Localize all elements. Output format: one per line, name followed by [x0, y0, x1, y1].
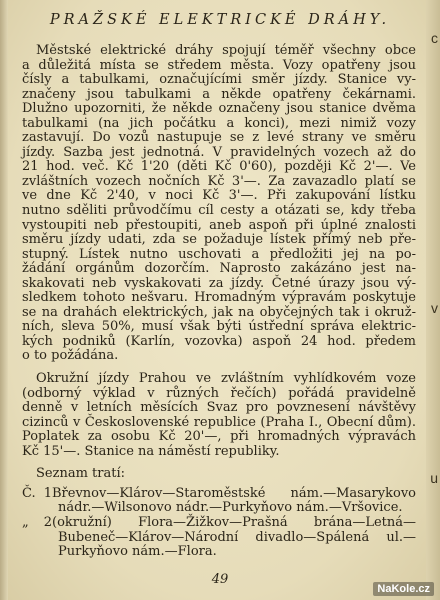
page-edge: [426, 0, 440, 600]
route-stops: nádr.—Wilsonovo nádr.—Purkyňovo nám.—Vršovice.: [58, 500, 403, 516]
text-line: se na drahách elektrických, jak na obyčejných tak i okruž-: [22, 304, 416, 320]
route-number: „ 2: [22, 514, 52, 530]
text-line: čísly a tabulkami, označujícími směr jízdy. Stanice vy-: [22, 72, 416, 88]
text-line: o to požádána.: [22, 348, 119, 364]
watermark-logo: NaKole.cz: [373, 582, 434, 596]
text-line: Poplatek za osobu Kč 20'—, při hromadných výpravách: [22, 429, 416, 445]
text-line: Městské elektrické dráhy spojují téměř všechny obce: [36, 43, 416, 58]
text-line: Okružní jízdy Prahou ve zvláštním vyhlídkovém voze: [36, 371, 416, 387]
page-title: PRAŽSKÉ ELEKTRICKÉ DRÁHY.: [49, 12, 391, 28]
paragraph-trams: [22, 44, 416, 364]
text-line: 21 hod. več. Kč 1'20 (děti Kč 0'60), později Kč 2'—. Ve: [22, 159, 416, 175]
page-body: [22, 44, 416, 560]
text-line: skakovati neb vyskakovati za jízdy. Četné úrazy jsou vý-: [22, 275, 416, 291]
route-stops: Bubeneč—Klárov—Národní divadlo—Spálená ul.—: [58, 529, 416, 545]
route-item: [22, 487, 416, 516]
text-line: vystoupiti neb přestoupiti, aneb aspoň při úplné znalosti: [22, 217, 416, 233]
page-number: 49: [211, 572, 229, 587]
route-list: [22, 487, 416, 560]
text-line: kých podniků (Karlín, vozovka) aspoň 24 hod. předem: [22, 333, 416, 349]
text-line: směru jízdy udati, zda se požaduje lístek přímý neb pře-: [22, 232, 416, 248]
text-line: tabulkami (na jich počátku a konci), mezi nimiž vozy: [22, 115, 416, 131]
text-line: stupný. Lístek nutno uschovati a předložiti jej na po-: [22, 246, 416, 262]
book-spine: [0, 0, 8, 600]
text-line: Kč 15'—. Stanice na náměstí republiky.: [22, 443, 280, 459]
text-line: denně v letních měsících Svaz pro povznesení návštěvy: [22, 400, 416, 416]
text-line: značeny jsou tabulkami a někde opatřeny čekárnami.: [22, 86, 416, 102]
route-stops: (okružní) Flora—Žižkov—Prašná brána—Letná—: [52, 514, 416, 530]
text-line: (odborný výklad v různých řečích) pořádá pravidelně: [22, 385, 416, 401]
text-line: ve dne Kč 2'40, v noci Kč 3'—. Při zakupování lístku: [22, 188, 416, 204]
text-line: zastavují. Do vozů nastupuje se z levé strany ve směru: [22, 130, 416, 146]
text-line: jízdy. Sazba jest jednotná. V pravidelných vozech až do: [22, 144, 416, 160]
route-item: [22, 516, 416, 560]
route-number: Č. 1: [22, 485, 52, 501]
text-line: žádání orgánům dozorčím. Naprosto zakázáno jest na-: [22, 261, 416, 277]
text-line: nutno sděliti průvodčímu cíl cesty a otázati se, kdy třeba: [22, 203, 416, 219]
edge-mark: c: [431, 30, 438, 46]
edge-mark: u: [430, 470, 438, 486]
text-line: cizinců v Československé republice (Praha I., Obecní dům).: [22, 414, 416, 430]
edge-mark: v: [431, 300, 438, 316]
text-line: ních, sleva 50%, musí však býti ústřední správa elektric-: [22, 319, 416, 335]
text-line: Dlužno upozorniti, že někde označeny jsou stanice dvěma: [22, 101, 416, 117]
text-line: zvláštních vozech nočních Kč 3'—. Za zavazadlo platí se: [22, 173, 416, 189]
route-stops: Purkyňovo nám.—Flora.: [58, 544, 217, 560]
route-stops: Břevnov—Klárov—Staroměstské nám.—Masarykovo: [52, 485, 416, 501]
text-line: sledkem tohoto nešvaru. Hromadným výpravám poskytuje: [22, 290, 416, 306]
paragraph-sightseeing: [22, 372, 416, 459]
list-heading: Seznam tratí:: [36, 466, 125, 482]
text-line: a důležitá místa se středem města. Vozy opatřeny jsou: [22, 57, 416, 73]
